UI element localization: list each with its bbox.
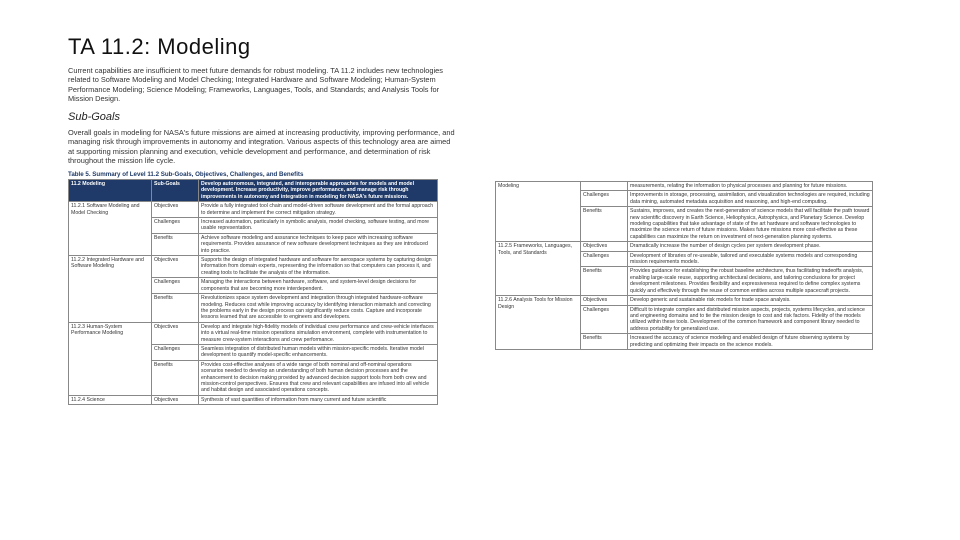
table-row [496, 296, 873, 305]
row-text-cell: Supports the design of integrated hardware and software for aerospace systems by capturing design information from domain experts, representing the information so that computers can process it, and creating tools to facilitate the analysis of the information. [199, 256, 438, 278]
row-text-cell: Revolutionizes space system development and integration through integrated hardware-software modeling. Reduces cost while improving accuracy by identifying interaction mismatch and correcting the problems early in the design process can significantly reduce costs. Capture and incorporate lessons learned that are accessible to engineers and developers. [199, 294, 438, 323]
row-label-cell: Benefits [152, 233, 199, 255]
row-label-cell: Objectives [152, 395, 199, 404]
row-text-cell: Develop and integrate high-fidelity models of individual crew performance and crew-vehicle interfaces into a virtual real-time mission operations simulation environment, complete with instrumentation to measure crew-system interactions and crew performance. [199, 322, 438, 344]
row-text-cell: measurements, relating the information to physical processes and planning for future missions. [628, 182, 873, 191]
row-label-cell [581, 182, 628, 191]
row-text-cell: Synthesis of vast quantities of information from many current and future scientific [199, 395, 438, 404]
row-text-cell: Increased automation, particularly in symbolic analysis, model checking, software testing, and more usable representation. [199, 218, 438, 234]
row-text-cell: Sustains, improves, and creates the next-generation of science models that will facilitate the path toward new scientific discovery in Earth Science, Heliophysics, Astrophysics, and Planetary Science. Develop modeling capabilities that take advantage of state of the art hardware and software technologies to maximize the science return of future missions. Makes future missions more cost-effective as these capabilities can maximize the return on investment of next-generation planning systems. [628, 207, 873, 242]
subgoals-heading: Sub-Goals [68, 111, 120, 123]
table-row [69, 256, 438, 278]
row-label-cell: Challenges [152, 278, 199, 294]
subgoal-name-cell: 11.2.4 Science [69, 395, 152, 404]
table-row [69, 322, 438, 344]
table-row [496, 182, 873, 191]
row-label-cell: Benefits [581, 267, 628, 296]
row-label-cell: Objectives [581, 296, 628, 305]
table-row [69, 202, 438, 218]
subgoals-paragraph: Overall goals in modeling for NASA's future missions are aimed at increasing productivity, improving performance, and managing risk through improvements in autonomy and integration. Various aspects of this technology area are aimed at supporting mission planning and execution, vehicle development and performance, and determination of risk throughout the mission life cycle. [68, 128, 455, 166]
header-cell-goal: Develop autonomous, integrated, and interoperable approaches for models and model development. Increase productivity, improve performance, and manage risk through improvements in autonomy and integration in modeling for NASA's future missions. [199, 180, 438, 202]
subgoal-name-cell: 11.2.5 Frameworks, Languages, Tools, and Standards [496, 242, 581, 296]
row-text-cell: Managing the interactions between hardware, software, and system-level design decisions for components that are becoming more interdependent. [199, 278, 438, 294]
row-text-cell: Develop generic and sustainable risk models for trade space analysis. [628, 296, 873, 305]
row-text-cell: Provides guidance for establishing the robust baseline architecture, thus facilitating tradeoffs analysis, enabling large-scale reuse, supporting architectural decisions, and tailoring conclusions for project development milestones. Provides flexibility and expressiveness required to define complex systems quickly and effectively through the reuse of common entities across multiple spacecraft projects. [628, 267, 873, 296]
right-summary-table [495, 181, 873, 350]
row-label-cell: Benefits [152, 360, 199, 395]
header-cell-subgoals: Sub-Goals [152, 180, 199, 202]
subgoal-name-cell: 11.2.3 Human-System Performance Modeling [69, 322, 152, 395]
page-title: TA 11.2: Modeling [68, 34, 251, 59]
row-text-cell: Achieve software modeling and assurance techniques to keep pace with increasing software requirements. Provides assurance of new software development techniques as they are introduced into practice. [199, 233, 438, 255]
row-label-cell: Challenges [581, 191, 628, 207]
table-row [496, 242, 873, 251]
left-summary-table [68, 179, 438, 405]
subgoal-name-cell: 11.2.1 Software Modeling and Model Checking [69, 202, 152, 256]
row-label-cell: Challenges [152, 344, 199, 360]
row-text-cell: Difficult to integrate complex and distributed mission aspects, projects, systems lifecycles, and science and engineering domains and to tie the mission design to cost and risk factors. Fidelity of the models utilized within these tools. Development of the common framework and component library needed to address portability for generalized use. [628, 305, 873, 334]
row-label-cell: Benefits [581, 334, 628, 350]
row-label-cell: Benefits [581, 207, 628, 242]
row-label-cell: Objectives [152, 256, 199, 278]
row-text-cell: Dramatically increase the number of design cycles per system development phase. [628, 242, 873, 251]
row-text-cell: Improvements in storage, processing, assimilation, and visualization technologies are required, including data mining, automated metadata acquisition and reasoning, and high-end computing. [628, 191, 873, 207]
table-header-row [69, 180, 438, 202]
row-label-cell: Challenges [581, 305, 628, 334]
row-text-cell: Provide a fully integrated tool chain and model-driven software development and the formal approach to determine and implement the correct mitigation strategy. [199, 202, 438, 218]
header-cell-modeling: 11.2 Modeling [69, 180, 152, 202]
row-text-cell: Seamless integration of distributed human models within mission-specific models. Iterative model development to quantify model-specific enhancements. [199, 344, 438, 360]
row-label-cell: Objectives [581, 242, 628, 251]
row-text-cell: Increased the accuracy of science modeling and enabled design of future observing systems by predicting and optimizing their impacts on the science models. [628, 334, 873, 350]
subgoal-name-cell: 11.2.6 Analysis Tools for Mission Design [496, 296, 581, 350]
row-text-cell: Provides cost-effective analyses of a wide range of both nominal and off-nominal operations scenarios needed to develop an understanding of both human decision processes and the enhancement to decision making provided by advanced decision support tools from both crew and mission-control perspectives. Ensures that crew and relevant capabilities are infused into all vehicle and habitat design and associated operations concepts. [199, 360, 438, 395]
row-label-cell: Objectives [152, 202, 199, 218]
row-label-cell: Benefits [152, 294, 199, 323]
table-row [69, 395, 438, 404]
intro-paragraph: Current capabilities are insufficient to meet future demands for robust modeling. TA 11.2 includes new technologies related to Software Modeling and Model Checking; Integrated Hardware and Software Modeling; Human-System Performance Modeling; Science Modeling; Frameworks, Languages, Tools, and Standards; and Analysis Tools for Mission Design. [68, 66, 443, 104]
row-text-cell: Development of libraries of re-useable, tailored and executable systems models and corresponding mission requirements models. [628, 251, 873, 267]
subgoal-name-cell: 11.2.2 Integrated Hardware and Software Modeling [69, 256, 152, 323]
subgoal-name-cell: Modeling [496, 182, 581, 242]
table-caption: Table 5. Summary of Level 11.2 Sub-Goals, Objectives, Challenges, and Benefits [68, 171, 304, 178]
row-label-cell: Challenges [581, 251, 628, 267]
row-label-cell: Objectives [152, 322, 199, 344]
row-label-cell: Challenges [152, 218, 199, 234]
